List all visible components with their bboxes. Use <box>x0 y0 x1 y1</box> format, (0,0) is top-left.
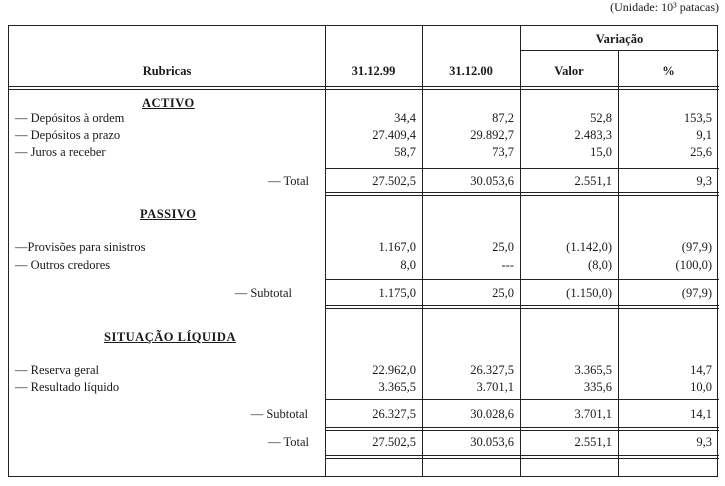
row-label: — Depósitos a prazo <box>15 128 121 142</box>
header-valor: Valor <box>554 64 584 78</box>
balance-table <box>8 25 718 477</box>
cell-value: 30.053,6 <box>470 435 514 449</box>
cell-value: 3.365,5 <box>378 380 416 394</box>
header-pct: % <box>662 64 675 78</box>
cell-value: 22.962,0 <box>372 363 416 377</box>
cell-value: 30.053,6 <box>470 174 514 188</box>
cell-value: 25,6 <box>690 145 712 159</box>
cell-value: (97,9) <box>681 286 712 300</box>
section-situacao-title: SITUAÇÃO LÍQUIDA <box>104 330 236 344</box>
cell-value: 25,0 <box>492 240 514 254</box>
subtotal-label: — Subtotal <box>234 286 292 300</box>
cell-value: 3.701,1 <box>476 380 514 394</box>
cell-value: 14,7 <box>690 363 712 377</box>
cell-value: 153,5 <box>683 111 712 125</box>
row-label: — Outros credores <box>15 258 111 272</box>
cell-value: 52,8 <box>590 111 612 125</box>
cell-value: 3.365,5 <box>574 363 612 377</box>
cell-value: --- <box>501 258 514 272</box>
cell-value: 335,6 <box>583 380 612 394</box>
total-rule <box>325 192 719 193</box>
cell-value: 1.167,0 <box>378 240 416 254</box>
total-rule-double <box>325 195 719 196</box>
cell-value: 15,0 <box>590 145 612 159</box>
subtotal-rule <box>325 279 719 280</box>
cell-value: 27.502,5 <box>372 435 416 449</box>
cell-value: 73,7 <box>492 145 514 159</box>
section-activo-title: ACTIVO <box>142 96 195 110</box>
total-label: — Total <box>268 435 309 449</box>
subtotal-rule-double <box>325 308 719 309</box>
header-rule-double <box>9 89 719 90</box>
cell-value: (8,0) <box>588 258 612 272</box>
cell-value: (1.142,0) <box>566 240 612 254</box>
cell-value: (1.150,0) <box>566 286 612 300</box>
cell-value: 87,2 <box>492 111 514 125</box>
cell-value: 27.502,5 <box>372 174 416 188</box>
total-label: — Total <box>268 174 309 188</box>
total-rule-double <box>325 458 719 459</box>
cell-value: 34,4 <box>394 111 416 125</box>
cell-value: 26.327,5 <box>470 363 514 377</box>
total-rule <box>325 455 719 456</box>
subtotal-rule <box>325 399 719 400</box>
cell-value: 2.483,3 <box>574 128 612 142</box>
subtotal-label: — Subtotal <box>250 407 308 421</box>
cell-value: 3.701,1 <box>574 407 612 421</box>
cell-value: 9,3 <box>696 174 712 188</box>
cell-value: 30.028,6 <box>470 407 514 421</box>
cell-value: 2.551,1 <box>574 174 612 188</box>
section-passivo-title: PASSIVO <box>140 207 197 221</box>
cell-value: 8,0 <box>400 258 416 272</box>
cell-value: (97,9) <box>681 240 712 254</box>
row-label: — Juros a receber <box>15 145 106 159</box>
header-rule <box>9 86 719 87</box>
cell-value: 58,7 <box>394 145 416 159</box>
variacao-rule <box>520 50 719 51</box>
row-label: — Depósitos à ordem <box>15 111 125 125</box>
total-rule <box>325 168 719 169</box>
cell-value: 14,1 <box>690 407 712 421</box>
cell-value: 26.327,5 <box>372 407 416 421</box>
header-col2: 31.12.00 <box>449 64 493 78</box>
cell-value: (100,0) <box>675 258 712 272</box>
cell-value: 2.551,1 <box>574 435 612 449</box>
subtotal-rule-double <box>325 430 719 431</box>
row-label: —Provisões para sinistros <box>15 240 146 254</box>
unit-note: (Unidade: 10³ patacas) <box>610 0 719 14</box>
cell-value: 9,1 <box>696 128 712 142</box>
cell-value: 1.175,0 <box>378 286 416 300</box>
row-label: — Reserva geral <box>15 363 99 377</box>
header-rubricas: Rubricas <box>142 64 192 78</box>
cell-value: 27.409,4 <box>372 128 416 142</box>
header-col1: 31.12.99 <box>351 64 396 78</box>
cell-value: 29.892,7 <box>470 128 514 142</box>
row-label: — Resultado líquido <box>15 380 120 394</box>
cell-value: 25,0 <box>492 286 514 300</box>
cell-value: 9,3 <box>696 435 712 449</box>
subtotal-rule <box>325 427 719 428</box>
subtotal-rule <box>325 305 719 306</box>
header-variacao: Variação <box>595 32 644 46</box>
cell-value: 10,0 <box>690 380 712 394</box>
